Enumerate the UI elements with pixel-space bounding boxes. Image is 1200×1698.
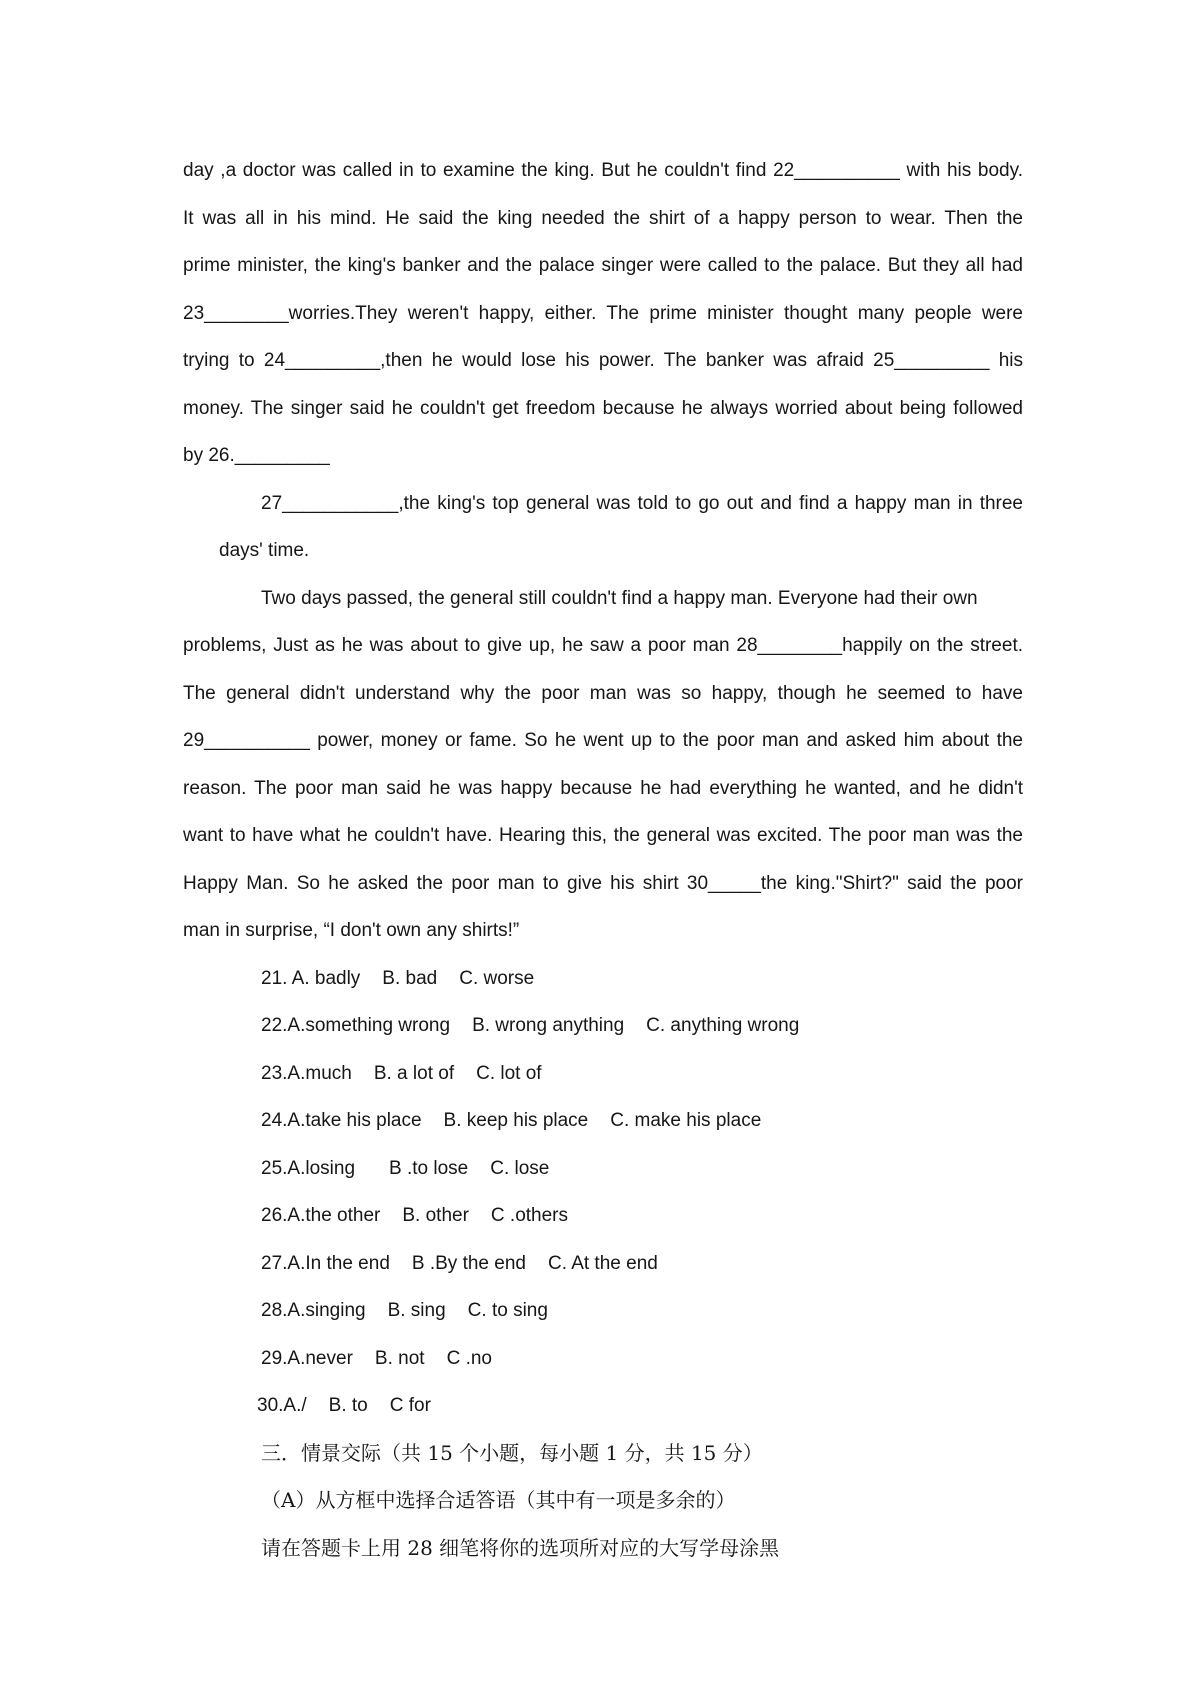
passage-paragraph-2 — [183, 480, 1023, 575]
option-c: C for — [389, 1395, 431, 1416]
option-a: 22.A.something wrong — [261, 1015, 451, 1036]
option-c: C. worse — [459, 967, 535, 989]
passage-line: 27___________,the king's top general was told to go out and find a happy man in three — [261, 492, 1023, 514]
option-c: C. At the end — [547, 1252, 658, 1274]
option-c: C. anything wrong — [646, 1015, 800, 1036]
passage-line: want to have what he couldn't have. Hearing this, the general was excited. The poor man was the — [183, 825, 1023, 846]
passage-line: money. The singer said he couldn't get freedom because he always worried about being followed — [183, 397, 1023, 419]
option-c: C. lose — [490, 1157, 550, 1179]
option-a: 29.A.never — [261, 1347, 353, 1369]
part-a-title: （A）从方框中选择合适答语（其中有一项是多余的） — [261, 1488, 736, 1512]
option-c: C. lot of — [476, 1062, 542, 1084]
passage-line: prime minister, the king's banker and the palace singer were called to the palace. But they all had — [183, 255, 1023, 276]
option-b: B. wrong anything — [472, 1015, 625, 1036]
option-a: 27.A.In the end — [261, 1252, 390, 1274]
passage-line: man in surprise, “I don't own any shirts!” — [183, 920, 520, 941]
option-b: B. a lot of — [373, 1062, 455, 1084]
passage-line: It was all in his mind. He said the king needed the shirt of a happy person to wear. Then the — [183, 207, 1023, 229]
question-options-28 — [183, 1287, 1023, 1335]
section-three — [183, 1430, 1023, 1573]
question-options-30 — [183, 1382, 1023, 1430]
option-b: B .to lose — [389, 1157, 469, 1179]
question-options-24 — [183, 1097, 1023, 1145]
passage-line: Two days passed, the general still couldn't find a happy man. Everyone had their own — [261, 587, 978, 609]
passage-line: days' time. — [219, 540, 310, 561]
option-a: 21. A. badly — [261, 967, 361, 989]
option-b: B. not — [374, 1347, 425, 1369]
option-a: 23.A.much — [261, 1062, 352, 1084]
passage-paragraph-1 — [183, 147, 1023, 480]
passage-line: reason. The poor man said he was happy because he had everything he wanted, and he didn't — [183, 777, 1023, 799]
question-options-21 — [183, 955, 1023, 1003]
passage-line: 23________worries.They weren't happy, either. The prime minister thought many people were — [183, 302, 1023, 324]
option-c: C. to sing — [467, 1300, 548, 1321]
passage-paragraph-3 — [183, 575, 1023, 955]
passage-line: day ,a doctor was called in to examine the king. But he couldn't find 22__________ with his body. — [183, 160, 1023, 181]
passage-line: The general didn't understand why the poor man was so happy, though he seemed to have — [183, 682, 1023, 704]
passage-line: problems, Just as he was about to give up, he saw a poor man 28________happily on the street. — [183, 635, 1023, 656]
passage-line: trying to 24_________,then he would lose his power. The banker was afraid 25_________ his — [183, 350, 1023, 371]
question-options-26 — [183, 1192, 1023, 1240]
question-options-29 — [183, 1335, 1023, 1383]
option-a: 28.A.singing — [261, 1300, 366, 1321]
question-options-25 — [183, 1145, 1023, 1193]
question-options-22 — [183, 1002, 1023, 1050]
option-b: B. other — [402, 1205, 469, 1226]
passage-line: by 26._________ — [183, 445, 330, 466]
option-c: C. make his place — [610, 1110, 762, 1131]
option-a: 24.A.take his place — [261, 1110, 422, 1131]
option-a: 26.A.the other — [261, 1205, 381, 1226]
option-c: C .no — [446, 1347, 492, 1369]
option-b: B. keep his place — [443, 1110, 589, 1131]
question-options-list — [183, 955, 1023, 1430]
option-a: 30.A./ — [257, 1395, 307, 1416]
passage-line: 29__________ power, money or fame. So he went up to the poor man and asked him about the — [183, 730, 1023, 751]
option-b: B. sing — [387, 1300, 446, 1321]
question-options-27 — [183, 1240, 1023, 1288]
option-a: 25.A.losing — [261, 1157, 356, 1179]
section-heading: 三．情景交际（共 15 个小题，每小题 1 分，共 15 分） — [261, 1440, 763, 1465]
passage-line: Happy Man. So he asked the poor man to give his shirt 30_____the king."Shirt?" said the poor — [183, 872, 1023, 894]
question-options-23 — [183, 1050, 1023, 1098]
page-content — [183, 147, 1023, 1572]
option-b: B. to — [328, 1395, 368, 1416]
option-b: B. bad — [382, 967, 438, 989]
option-c: C .others — [490, 1205, 569, 1226]
answer-instruction: 请在答题卡上用 28 细笔将你的选项所对应的大写学母涂黑 — [261, 1535, 780, 1560]
option-b: B .By the end — [411, 1252, 526, 1274]
